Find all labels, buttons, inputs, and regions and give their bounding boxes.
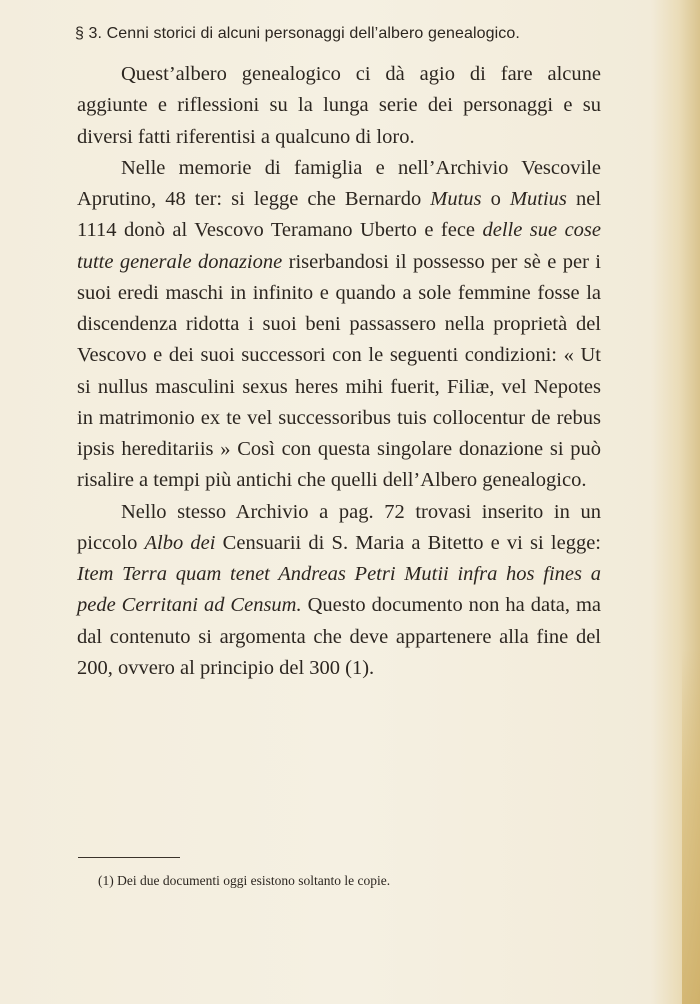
paragraph-1: Quest’albero genealogico ci dà agio di fare alcune aggiunte e riflessioni su la lunga serie dei personaggi e su diversi fatti riferentisi a qualcuno di loro. <box>77 63 601 148</box>
footnote-divider <box>78 857 180 858</box>
paragraph-3-text-c: Questo documento non ha data, ma dal contenuto si argomenta che deve appartenere alla fine del 200, ovvero al principio del 300 (1). <box>77 594 601 679</box>
paragraph-3-text-b: Censuarii di S. Maria a Bitetto e vi si legge: <box>215 531 602 554</box>
page-edge-stain <box>682 650 700 1004</box>
paragraph-2-text-b: o <box>481 188 510 210</box>
paragraph-2 <box>77 153 601 497</box>
paragraph-3-text-a: Nello stesso Archivio a pag. 72 trovasi inserito in un piccolo <box>77 500 601 554</box>
latin-quote: Item Terra quam tenet Andreas Petri Mutii infra hos fines a pede Cerritani ad Censum. <box>77 563 601 617</box>
name-mutius: Mutius <box>509 188 567 210</box>
body-text <box>77 59 601 684</box>
paragraph-2-text-a: Nelle memorie di famiglia e nell’Archivio Vescovile Aprutino, 48 ter: si legge che Bernardo <box>77 156 601 210</box>
paragraph-2-text-c: nel 1114 donò al Vescovo Teramano Uberto e fece <box>77 188 602 242</box>
paragraph-2-text-d: riserbandosi il possesso per sè e per i suoi eredi maschi in infinito e quando a sole femmine fosse la discendenza ridotta i suoi beni passassero nella proprietà del Vescovo e dei suoi successori con le seguenti condizioni: « Ut si nullus masculini sexus heres mihi fuerit, Filiæ, vel Nepotes in matrimonio ex te vel successoribus tuis collocentur de rebus ipsis hereditariis » Così con questa singolare donazione si può risalire a tempi più antichi che quelli dell’Albero genealogico. <box>77 250 601 492</box>
name-mutus: Mutus <box>430 188 482 210</box>
paragraph-3 <box>77 497 601 685</box>
footnote: (1) Dei due documenti oggi esistono soltanto le copie. <box>98 873 391 888</box>
donation-phrase: delle sue cose tutte generale donazione <box>77 219 601 273</box>
albo-title: Albo dei <box>144 531 216 554</box>
running-header: § 3. Cenni storici di alcuni personaggi dell’albero genealogico. <box>75 25 520 42</box>
